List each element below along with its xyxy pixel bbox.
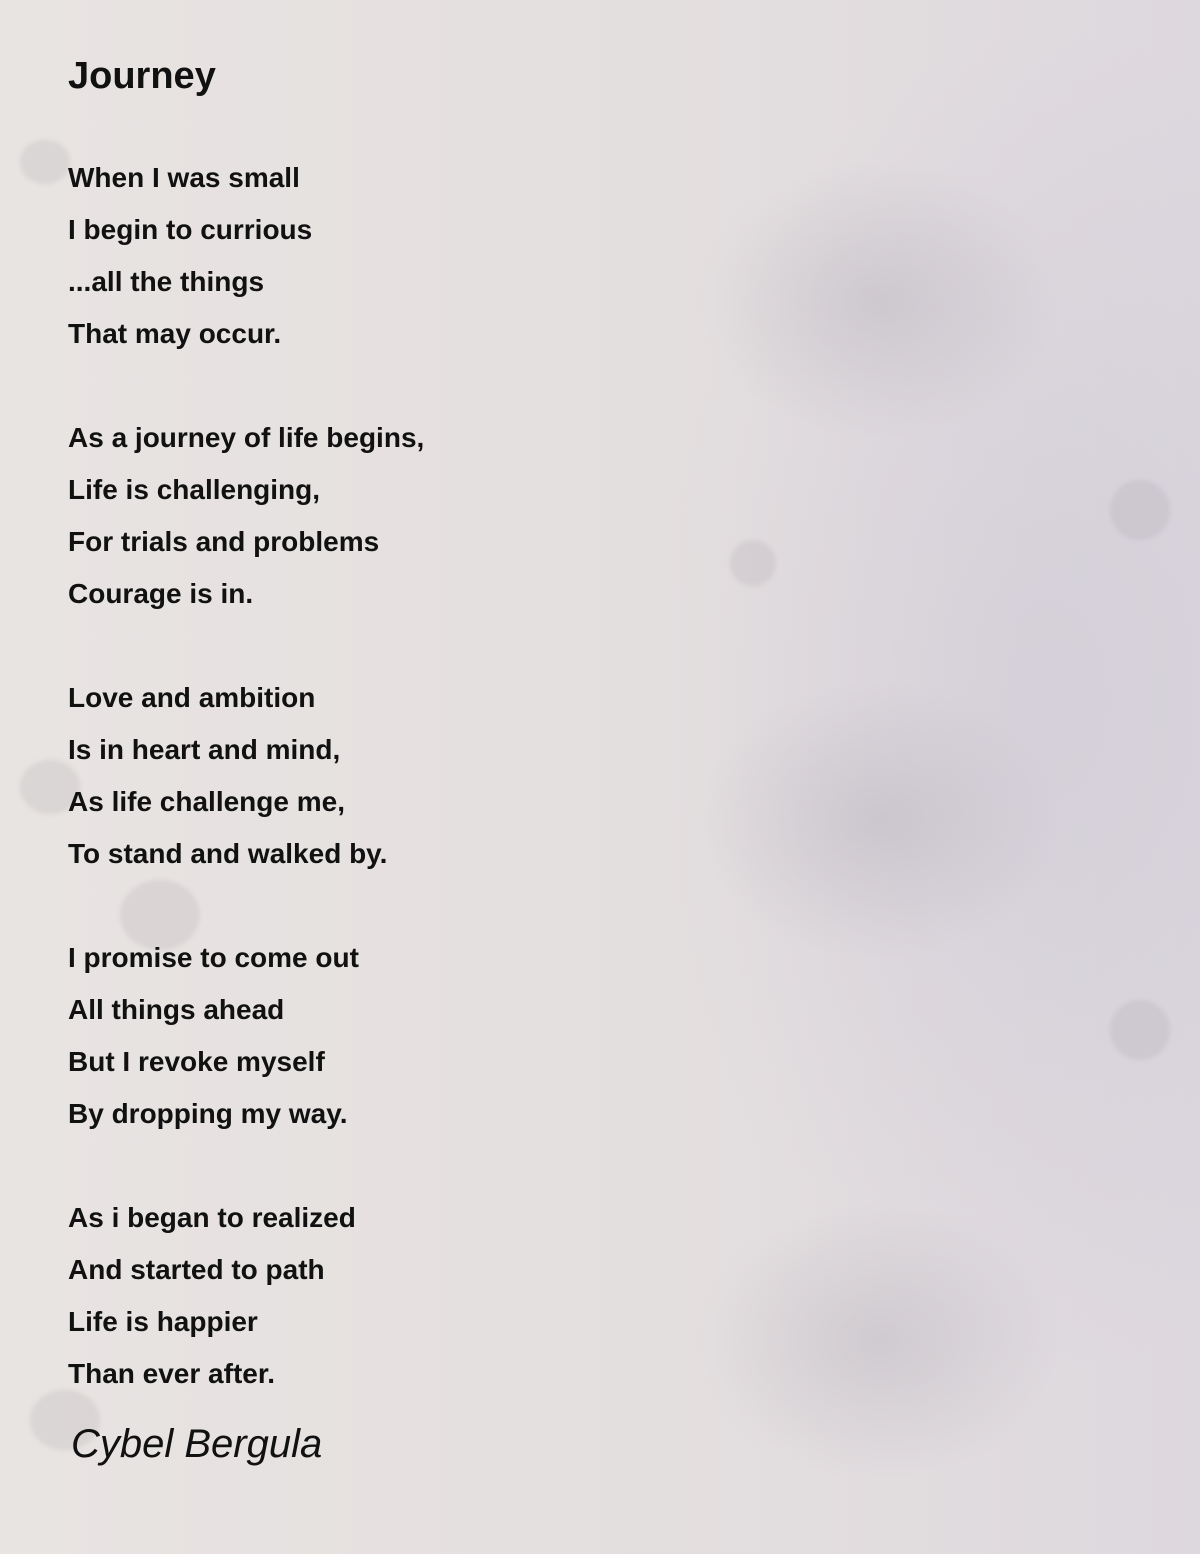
stanza xyxy=(68,672,1148,880)
poem-line: But I revoke myself xyxy=(68,1046,325,1077)
poem-line: When I was small xyxy=(68,162,300,193)
poem-line: Life is challenging, xyxy=(68,474,321,505)
poem-line: ...all the things xyxy=(68,266,265,297)
poem-line: As life challenge me, xyxy=(68,786,345,817)
background-stain xyxy=(20,140,70,184)
poem-line: For trials and problems xyxy=(68,526,380,557)
poem-line: By dropping my way. xyxy=(68,1098,348,1129)
poem-body xyxy=(68,152,1148,1400)
poem-line: As a journey of life begins, xyxy=(68,422,425,453)
poem-container xyxy=(68,52,1148,1470)
poem-author: Cybel Bergula xyxy=(71,1422,323,1466)
poem-line: To stand and walked by. xyxy=(68,838,388,869)
stanza xyxy=(68,412,1148,620)
poem-line: I promise to come out xyxy=(68,942,359,973)
poem-line: Life is happier xyxy=(68,1306,258,1337)
poem-line: As i began to realized xyxy=(68,1202,356,1233)
poem-line: Is in heart and mind, xyxy=(68,734,341,765)
poem-line: I begin to currious xyxy=(68,214,313,245)
stanza xyxy=(68,932,1148,1140)
stanza xyxy=(68,1192,1148,1400)
poem-line: All things ahead xyxy=(68,994,285,1025)
poem-title: Journey xyxy=(68,55,216,97)
poem-line: Than ever after. xyxy=(68,1358,275,1389)
poem-line: That may occur. xyxy=(68,318,282,349)
poem-line: Courage is in. xyxy=(68,578,254,609)
poem-line: And started to path xyxy=(68,1254,325,1285)
stanza xyxy=(68,152,1148,360)
poem-line: Love and ambition xyxy=(68,682,316,713)
